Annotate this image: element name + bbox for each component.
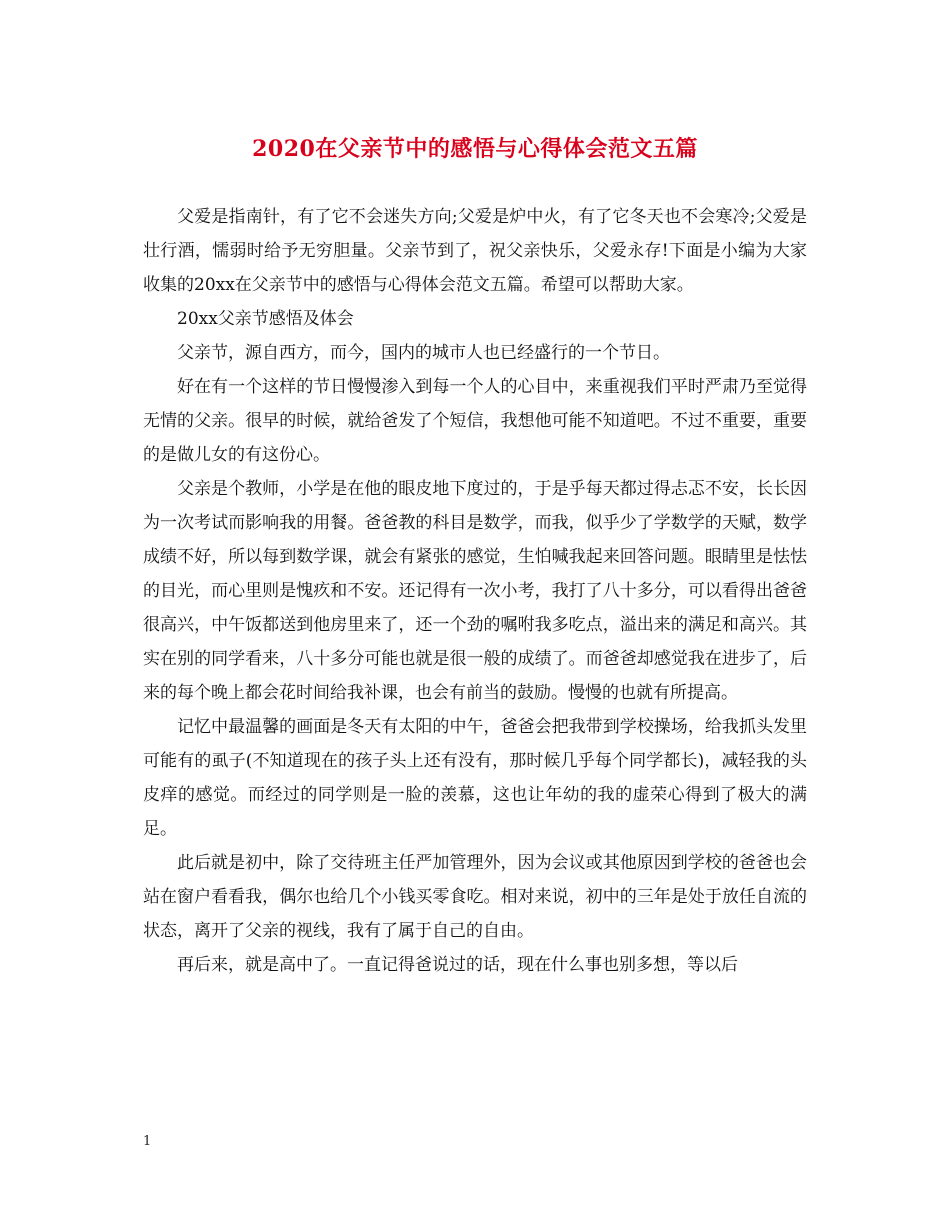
paragraph-subtitle: 20xx父亲节感悟及体会 [177,309,354,329]
document-title: 2020在父亲节中的感悟与心得体会范文五篇 [252,136,698,162]
paragraph-junior-high: 此后就是初中，除了交待班主任严加管理外，因为会议或其他原因到学校的爸爸也会站在窗户看看我，偶尔也给几个小钱买零食吃。相对来说，初中的三年是处于放任自流的状态，离开了父亲的视线，我有了属于自己的自由。 [143,853,807,941]
paragraph-memory: 记忆中最温馨的画面是冬天有太阳的中午，爸爸会把我带到学校操场，给我抓头发里可能有的虱子(不知道现在的孩子头上还有没有，那时候几乎每个同学都长)，减轻我的头皮痒的感觉。而经过的同学则是一脸的羡慕，这也让年幼的我的虚荣心得到了极大的满足。 [143,717,807,839]
paragraph-senior-high: 再后来，就是高中了。一直记得爸说过的话，现在什么事也别多想，等以后 [177,955,738,975]
document-body [143,200,807,982]
paragraph-teacher: 父亲是个教师，小学是在他的眼皮地下度过的，于是乎每天都过得忐忑不安，长长因为一次考试而影响我的用餐。爸爸教的科目是数学，而我，似乎少了学数学的天赋，数学成绩不好，所以每到数学课，就会有紧张的感觉，生怕喊我起来回答问题。眼睛里是怯怯的目光，而心里则是愧疚和不安。还记得有一次小考，我打了八十多分，可以看得出爸爸很高兴，中午饭都送到他房里来了，还一个劲的嘱咐我多吃点，溢出来的满足和高兴。其实在别的同学看来，八十多分可能也就是很一般的成绩了。而爸爸却感觉我在进步了，后来的每个晚上都会花时间给我补课，也会有前当的鼓励。慢慢的也就有所提高。 [143,479,807,703]
page-number: 1 [143,1134,152,1149]
paragraph-origin: 父亲节，源自西方，而今，国内的城市人也已经盛行的一个节日。 [177,343,670,363]
paragraph-intro: 父爱是指南针，有了它不会迷失方向;父爱是炉中火，有了它冬天也不会寒冷;父爱是壮行酒，懦弱时给予无穷胆量。父亲节到了，祝父亲快乐，父爱永存!下面是小编为大家收集的20xx在父亲节中的感悟与心得体会范文五篇。希望可以帮助大家。 [143,207,807,295]
paragraph-holiday: 好在有一个这样的节日慢慢渗入到每一个人的心目中，来重视我们平时严肃乃至觉得无情的父亲。很早的时候，就给爸发了个短信，我想他可能不知道吧。不过不重要，重要的是做儿女的有这份心。 [143,377,807,465]
